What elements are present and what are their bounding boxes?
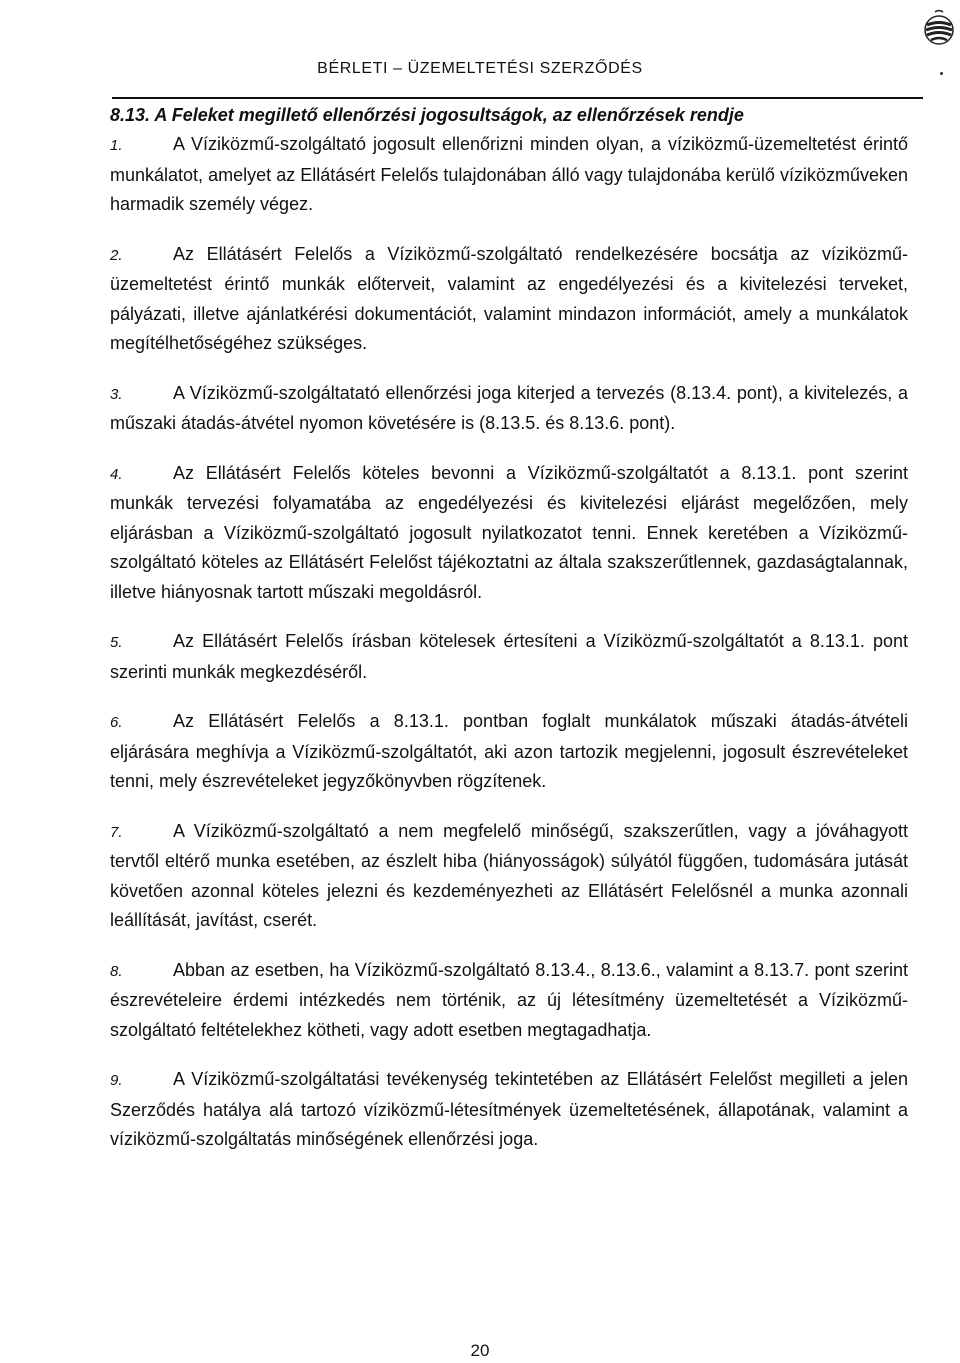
paragraph-text: Az Ellátásért Felelős a 8.13.1. pontban foglalt munkálatok műszaki átadás-átvételi eljárására meghívja a Víziközmű-szolgáltatót, aki azon tartozik megjelenni, jogosult észrevételeket tenni, mely észrevételeket jegyzőkönyvben rögzítenek. bbox=[110, 711, 908, 791]
paragraph-number: 4. bbox=[110, 465, 123, 483]
document-header-title: BÉRLETI – ÜZEMELTETÉSI SZERZŐDÉS bbox=[317, 60, 643, 77]
paragraph-text: Az Ellátásért Felelős a Víziközmű-szolgáltató rendelkezésére bocsátja az víziközmű-üzemeltetést érintő munkák előterveit, valamint az engedélyezési és a kivitelezési terveket, pályázati, illetve ajánlatkérési dokumentációt, valamint mindazon információt, amely a munkálatok megítélhetőségéhez szükséges. bbox=[110, 243, 908, 353]
paragraph-number: 7. bbox=[110, 823, 123, 841]
paragraph-6 bbox=[110, 707, 908, 797]
paragraph-text: A Víziközmű-szolgáltató jogosult ellenőrizni minden olyan, a víziközmű-üzemeltetést érintő munkálatot, amelyet az Ellátásért Felelős tulajdonában álló vagy tulajdonába kerülő víziközműveken harmadik személy végez. bbox=[110, 134, 908, 214]
section-title: 8.13. A Feleket megillető ellenőrzési jogosultságok, az ellenőrzések rendje bbox=[110, 105, 744, 125]
paragraph-number: 8. bbox=[110, 962, 123, 980]
paragraph-number: 3. bbox=[110, 385, 123, 403]
paragraph-9 bbox=[110, 1065, 908, 1155]
paragraph-7 bbox=[110, 817, 908, 936]
header-dot bbox=[940, 72, 943, 75]
paragraph-text: Az Ellátásért Felelős köteles bevonni a Víziközmű-szolgáltatót a 8.13.1. pont szerint munkák tervezési folyamatába az engedélyezési és kivitelezési eljárást megelőzően, mely eljárásban a Víziközmű-szolgáltató jogosult nyilatkozatot tenni. Ennek keretében a Víziközmű-szolgáltató köteles az Ellátásért Felelőst tájékoztatni az általa szakszerűtlennek, gazdaságtalannak, illetve hiányosnak tartott műszaki megoldásról. bbox=[110, 462, 908, 602]
paragraph-3 bbox=[110, 379, 908, 439]
paragraph-text: A Víziközmű-szolgáltatató ellenőrzési joga kiterjed a tervezés (8.13.4. pont), a kivitelezés, a műszaki átadás-átvétel nyomon követésére is (8.13.5. és 8.13.6. pont). bbox=[110, 382, 908, 433]
paragraph-text: A Víziközmű-szolgáltató a nem megfelelő minőségű, szakszerűtlen, vagy a jóváhagyott tervtől eltérő munka esetében, az észlelt hiba (hiányosságok) súlyától függően, tudomására jutását követően azonnal köteles jelezni és kezdeményezheti az Ellátásért Felelősnél a munka azonnali leállítását, javítást, cserét. bbox=[110, 820, 908, 930]
paragraph-number: 6. bbox=[110, 714, 123, 731]
paragraph-4 bbox=[110, 459, 908, 608]
paragraph-1 bbox=[110, 130, 908, 220]
paragraph-8 bbox=[110, 956, 908, 1046]
paragraph-5 bbox=[110, 627, 908, 687]
paragraph-2 bbox=[110, 240, 908, 359]
header-divider bbox=[112, 97, 923, 99]
paragraph-text: A Víziközmű-szolgáltatási tevékenység tekintetében az Ellátásért Felelőst megilleti a jelen Szerződés hatálya alá tartozó víziközmű-létesítmények üzemeltetésének, állapotának, valamint a víziközmű-szolgáltatás minőségének ellenőrzési joga. bbox=[110, 1069, 908, 1149]
document-body bbox=[110, 101, 908, 1175]
paragraph-text: Abban az esetben, ha Víziközmű-szolgáltató 8.13.4., 8.13.6., valamint a 8.13.7. pont szerint észrevételeire érdemi intézkedés nem történik, az új létesítmény üzemeltetését a Víziközmű-szolgáltató feltételekhez kötheti, vagy adott esetben megtagadhatja. bbox=[110, 959, 908, 1040]
paragraph-number: 9. bbox=[110, 1072, 123, 1089]
paragraph-number: 5. bbox=[110, 634, 123, 651]
page-number: 20 bbox=[470, 1341, 490, 1360]
paragraph-text: Az Ellátásért Felelős írásban kötelesek értesíteni a Víziközmű-szolgáltatót a 8.13.1. pont szerinti munkák megkezdéséről. bbox=[110, 631, 908, 682]
company-logo-icon bbox=[922, 8, 956, 48]
paragraph-number: 1. bbox=[110, 137, 123, 154]
paragraph-number: 2. bbox=[110, 246, 123, 264]
